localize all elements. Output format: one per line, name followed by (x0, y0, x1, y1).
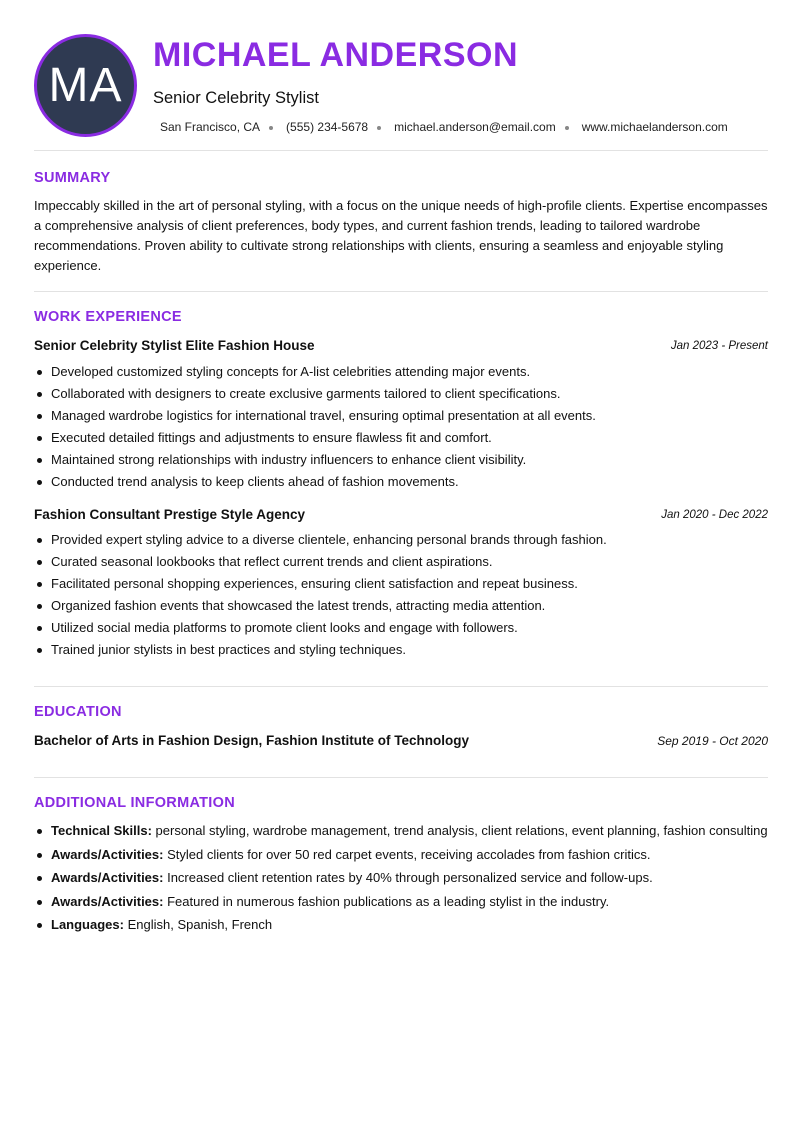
job-header (34, 338, 768, 356)
item-text: personal styling, wardrobe management, trend analysis, client relations, event planning, fashion consulting (151, 823, 768, 838)
job-role: Fashion Consultant Prestige Style Agency (34, 507, 306, 522)
candidate-name: MICHAEL ANDERSON (153, 36, 519, 74)
candidate-title: Senior Celebrity Stylist (153, 89, 319, 107)
list-item: Managed wardrobe logistics for international travel, ensuring optimal presentation at all events. (34, 405, 768, 427)
separator-dot (269, 126, 273, 130)
list-item: Trained junior stylists in best practices and styling techniques. (34, 639, 768, 661)
contact-website[interactable]: www.michaelanderson.com (581, 120, 728, 134)
list-item: Collaborated with designers to create exclusive garments tailored to client specifications. (34, 383, 768, 405)
list-item: Provided expert styling advice to a diverse clientele, enhancing personal brands through fashion. (34, 529, 768, 551)
education-heading: EDUCATION (34, 704, 122, 720)
list-item: Executed detailed fittings and adjustments to ensure flawless fit and comfort. (34, 427, 768, 449)
list-item: Maintained strong relationships with industry influencers to enhance client visibility. (34, 449, 768, 471)
additional-info-heading: ADDITIONAL INFORMATION (34, 795, 235, 811)
list-item: Curated seasonal lookbooks that reflect current trends and client aspirations. (34, 551, 768, 573)
contact-line (160, 120, 728, 134)
item-label: Technical Skills: (51, 823, 152, 838)
item-text: Increased client retention rates by 40% through personalized service and follow-ups. (163, 870, 653, 885)
list-item (34, 892, 768, 912)
list-item: Conducted trend analysis to keep clients ahead of fashion movements. (34, 471, 768, 493)
job-header (34, 507, 768, 525)
list-item (34, 915, 768, 935)
separator-dot (377, 126, 381, 130)
item-label: Awards/Activities: (51, 893, 164, 909)
work-experience-heading: WORK EXPERIENCE (34, 309, 182, 325)
summary-text: Impeccably skilled in the art of personal styling, with a focus on the unique needs of high-profile clients. Expertise encompasses a comprehensive analysis of client preferences, body types, and current fashion trends, leading to tailored wardrobe recommendations. Proven ability to cultivate strong relationships with clients, ensuring a seamless and enjoyable styling experience. (34, 198, 768, 273)
job-bullets (34, 361, 768, 493)
separator-dot (565, 126, 569, 130)
education-dates: Sep 2019 - Oct 2020 (657, 734, 768, 748)
item-label: Languages: (51, 917, 124, 932)
contact-email[interactable]: michael.anderson@email.com (394, 120, 556, 134)
list-item (34, 868, 768, 888)
list-item: Organized fashion events that showcased the latest trends, attracting media attention. (34, 595, 768, 617)
job-dates: Jan 2020 - Dec 2022 (661, 509, 768, 521)
item-text: Featured in numerous fashion publications as a leading stylist in the industry. (163, 893, 610, 909)
list-item (34, 845, 768, 865)
contact-phone: (555) 234-5678 (286, 120, 369, 134)
summary-heading: SUMMARY (34, 170, 111, 186)
contact-location: San Francisco, CA (160, 120, 261, 134)
list-item: Utilized social media platforms to promote client looks and engage with followers. (34, 617, 768, 639)
resume-header (34, 34, 768, 138)
list-item: Facilitated personal shopping experiences, ensuring client satisfaction and repeat business. (34, 573, 768, 595)
additional-info-list (34, 821, 768, 939)
job-role: Senior Celebrity Stylist Elite Fashion House (34, 338, 315, 353)
list-item: Developed customized styling concepts for A-list celebrities attending major events. (34, 361, 768, 383)
item-text: English, Spanish, French (123, 917, 273, 932)
avatar (34, 34, 137, 137)
item-label: Awards/Activities: (51, 846, 164, 862)
avatar-initials: MA (48, 59, 123, 112)
section-divider (34, 150, 768, 151)
job-dates: Jan 2023 - Present (670, 340, 768, 352)
section-divider (34, 777, 768, 778)
section-divider (34, 686, 768, 687)
list-item (34, 821, 768, 841)
education-degree: Bachelor of Arts in Fashion Design, Fashion Institute of Technology (34, 733, 470, 748)
item-label: Awards/Activities: (51, 870, 164, 885)
job-bullets (34, 529, 768, 661)
section-divider (34, 291, 768, 292)
item-text: Styled clients for over 50 red carpet events, receiving accolades from fashion critics. (163, 846, 651, 862)
education-entry (34, 733, 768, 751)
